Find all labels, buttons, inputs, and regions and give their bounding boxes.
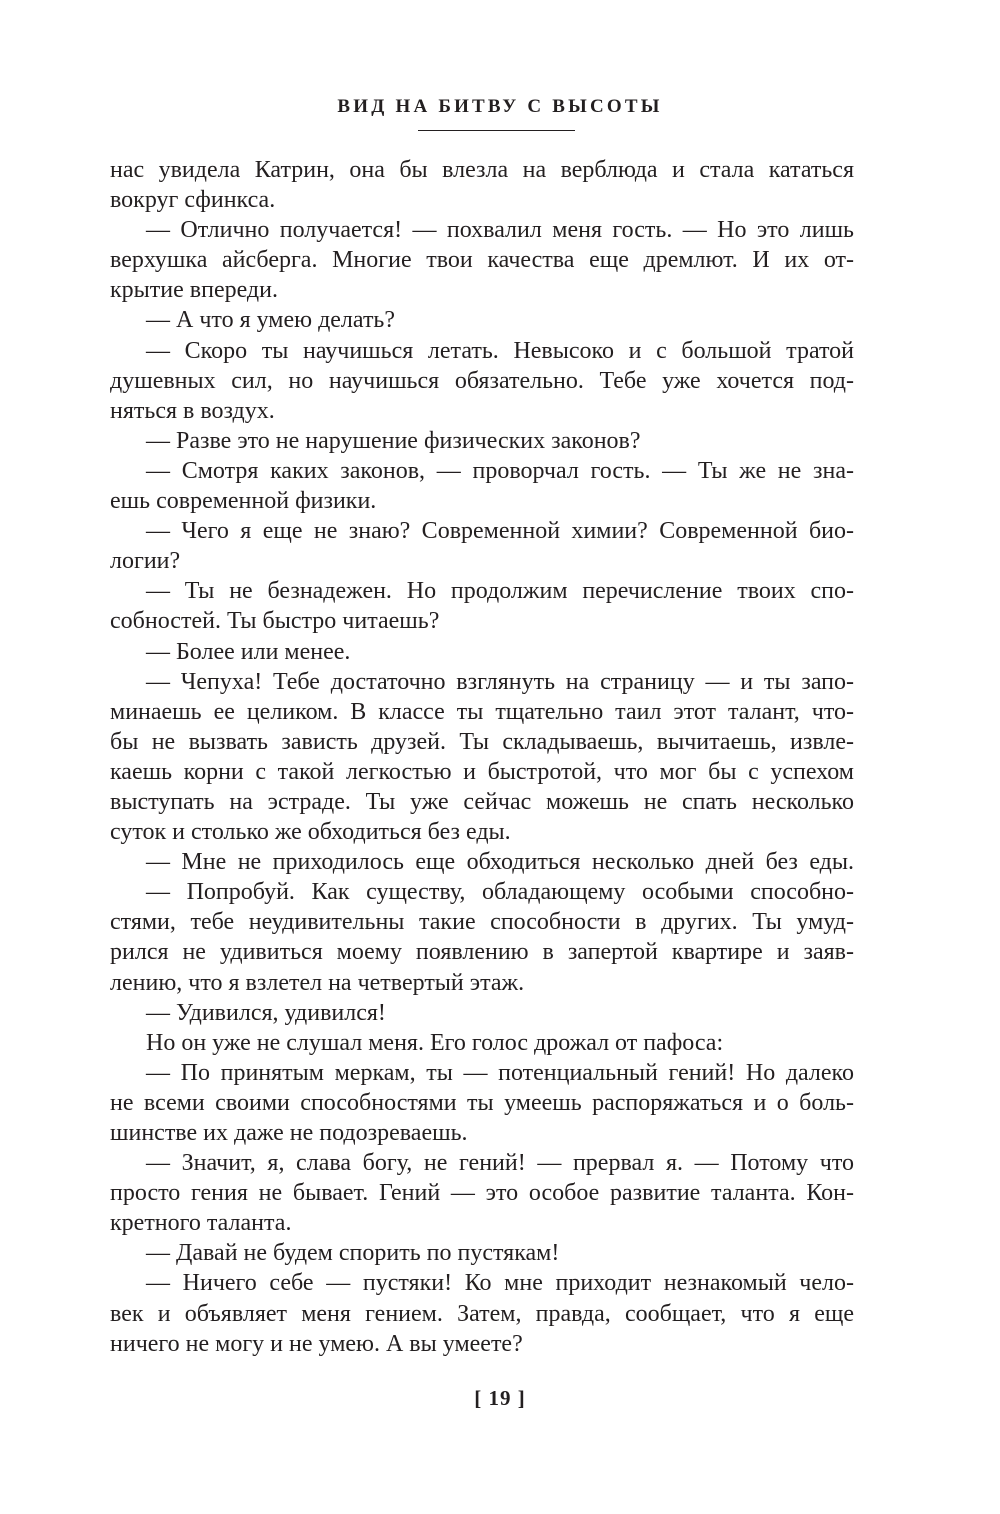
- text-line: — Смотря каких законов, — проворчал гость. — Ты же не зна-: [146, 457, 854, 484]
- text-line: — По принятым меркам, ты — потенциальный гений! Но далеко: [146, 1059, 854, 1086]
- text-line: няться в воздух.: [110, 397, 275, 424]
- running-head-rule: [418, 130, 575, 131]
- text-line: — Удивился, удивился!: [146, 999, 386, 1026]
- page-number: [ 19 ]: [474, 1386, 526, 1410]
- text-line: рился не удивиться моему появлению в запертой квартире и заяв-: [110, 939, 854, 966]
- text-line: минаешь ее целиком. В классе ты тщательно таил этот талант, что-: [110, 698, 854, 725]
- text-line: верхушка айсберга. Многие твои качества еще дремлют. И их от-: [110, 247, 854, 274]
- text-line: ешь современной физики.: [110, 488, 377, 515]
- text-line: собностей. Ты быстро читаешь?: [110, 608, 440, 635]
- text-line: душевных сил, но научишься обязательно. Тебе уже хочется под-: [110, 367, 854, 394]
- text-line: Но он уже не слушал меня. Его голос дрожал от пафоса:: [146, 1029, 724, 1056]
- text-line: лению, что я взлетел на четвертый этаж.: [110, 969, 525, 996]
- running-head: ВИД НА БИТВУ С ВЫСОТЫ: [337, 96, 663, 117]
- text-line: крытие впереди.: [110, 277, 278, 304]
- text-line: — Ничего себе — пустяки! Ко мне приходит незнакомый чело-: [146, 1270, 854, 1297]
- text-line: суток и столько же обходиться без еды.: [110, 819, 511, 846]
- text-line: вокруг сфинкса.: [110, 187, 276, 214]
- text-line: логии?: [110, 548, 181, 575]
- text-line: — Давай не будем спорить по пустякам!: [146, 1240, 560, 1267]
- text-line: бы не вызвать зависть друзей. Ты складываешь, вычитаешь, извле-: [110, 728, 854, 755]
- text-line: — А что я умею делать?: [146, 307, 396, 334]
- text-line: — Мне не приходилось еще обходиться несколько дней без еды.: [146, 849, 854, 876]
- text-line: — Более или менее.: [146, 638, 351, 665]
- text-line: каешь корни с такой легкостью и быстротой, что мог бы с успехом: [110, 758, 854, 785]
- text-line: нас увидела Катрин, она бы влезла на верблюда и стала кататься: [110, 157, 854, 183]
- text-line: — Чепуха! Тебе достаточно взглянуть на страницу — и ты запо-: [146, 668, 854, 695]
- text-line: век и объявляет меня гением. Затем, правда, сообщает, что я еще: [110, 1300, 854, 1327]
- text-line: не всеми своими способностями ты умеешь распоряжаться и о боль-: [110, 1089, 854, 1116]
- text-line: — Попробуй. Как существу, обладающему особыми способно-: [146, 879, 854, 906]
- text-line: шинстве их даже не подозреваешь.: [110, 1120, 468, 1146]
- text-line: — Разве это не нарушение физических законов?: [146, 427, 641, 454]
- text-line: — Отлично получается! — похвалил меня гость. — Но это лишь: [146, 217, 854, 244]
- text-line: — Ты не безнадежен. Но продолжим перечисление твоих спо-: [146, 578, 854, 605]
- text-line: кретного таланта.: [110, 1210, 292, 1237]
- text-line: — Значит, я, слава богу, не гений! — прервал я. — Потому что: [146, 1150, 854, 1177]
- text-line: просто гения не бывает. Гений — это особое развитие таланта. Кон-: [110, 1180, 854, 1207]
- text-line: ничего не могу и не умею. А вы умеете?: [110, 1330, 523, 1357]
- text-line: выступать на эстраде. Ты уже сейчас можешь не спать несколько: [110, 788, 854, 815]
- text-line: — Чего я еще не знаю? Современной химии? Современной био-: [146, 518, 854, 545]
- body-text: [110, 155, 854, 1359]
- text-line: — Скоро ты научишься летать. Невысоко и с большой тратой: [146, 337, 854, 364]
- text-line: стями, тебе неудивительны такие способности в других. Ты умуд-: [110, 909, 854, 936]
